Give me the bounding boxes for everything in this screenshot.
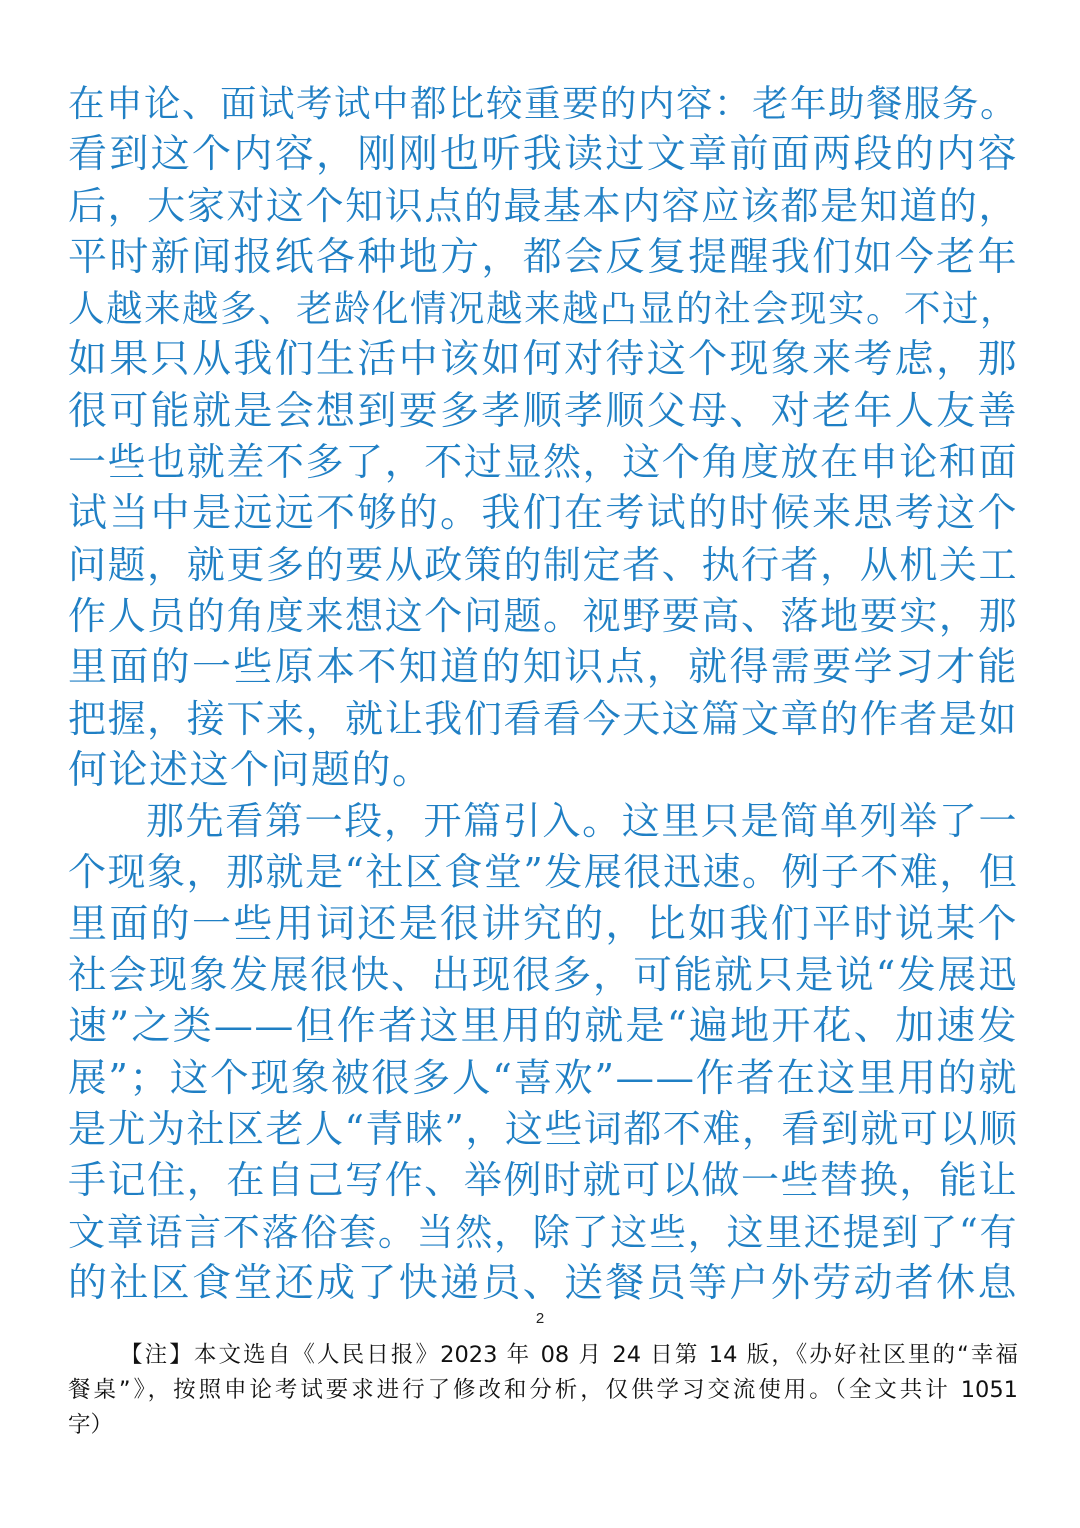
footnote-line: 字） xyxy=(68,1412,114,1438)
text-line: 那先看第一段，开篇引入。这里只是简单列举了一 xyxy=(146,799,1018,844)
text-line: 文章语言不落俗套。当然，除了这些，这里还提到了“有 xyxy=(68,1210,1018,1254)
text-line: 后，大家对这个知识点的最基本内容应该都是知道的， xyxy=(68,183,1018,228)
page-number: 2 xyxy=(535,1310,545,1327)
text-line: 作人员的角度来想这个问题。视野要高、落地要实，那 xyxy=(68,593,1018,638)
text-line: 手记住，在自己写作、举例时就可以做一些替换，能让 xyxy=(68,1158,1018,1203)
text-line: 速”之类——但作者这里用的就是“遍地开花、加速发 xyxy=(68,1004,1018,1050)
text-line: 的社区食堂还成了快递员、送餐员等户外劳动者休息 xyxy=(68,1260,1018,1306)
text-line: 里面的一些原本不知道的知识点，就得需要学习才能 xyxy=(68,645,1018,691)
text-line: 社会现象发展很快、出现很多，可能就只是说“发展迅 xyxy=(68,953,1018,999)
text-line: 是尤为社区老人“青睐”，这些词都不难，看到就可以顺 xyxy=(68,1106,1019,1151)
article-body xyxy=(68,78,1018,1309)
text-line: 问题，就更多的要从政策的制定者、执行者，从机关工 xyxy=(68,542,1018,587)
text-line: 把握，接下来，就让我们看看今天这篇文章的作者是如 xyxy=(68,696,1018,741)
text-line: 何论述这个问题的。 xyxy=(68,747,433,793)
text-line: 个现象，那就是“社区食堂”发展很迅速。例子不难，但 xyxy=(68,850,1019,895)
text-line: 展”；这个现象被很多人“喜欢”——作者在这里用的就 xyxy=(68,1055,1018,1101)
text-line: 很可能就是会想到要多孝顺孝顺父母、对老年人友善 xyxy=(68,388,1018,434)
text-line: 里面的一些用词还是很讲究的，比如我们平时说某个 xyxy=(68,901,1018,947)
text-line: 如果只从我们生活中该如何对待这个现象来考虑，那 xyxy=(68,337,1018,383)
footnote-line: 餐桌”》，按照申论考试要求进行了修改和分析，仅供学习交流使用。（全文共计 1051 xyxy=(68,1377,1018,1403)
text-line: 看到这个内容，刚刚也听我读过文章前面两段的内容 xyxy=(68,132,1018,178)
footnote-line: 【注】本文选自《人民日报》2023 年 08 月 24 日第 14 版，《办好社区里的“幸福 xyxy=(120,1342,1018,1368)
text-line: 人越来越多、老龄化情况越来越凸显的社会现实。不过， xyxy=(68,287,1018,331)
text-line: 一些也就差不多了，不过显然，这个角度放在申论和面 xyxy=(68,440,1018,485)
paragraph-2 xyxy=(68,796,1018,1309)
text-line: 平时新闻报纸各种地方，都会反复提醒我们如今老年 xyxy=(68,234,1018,280)
text-line: 在申论、面试考试中都比较重要的内容：老年助餐服务。 xyxy=(68,82,1018,125)
paragraph-1 xyxy=(68,78,1018,796)
footnote xyxy=(68,1338,1018,1443)
text-line: 试当中是远远不够的。我们在考试的时候来思考这个 xyxy=(68,491,1018,537)
